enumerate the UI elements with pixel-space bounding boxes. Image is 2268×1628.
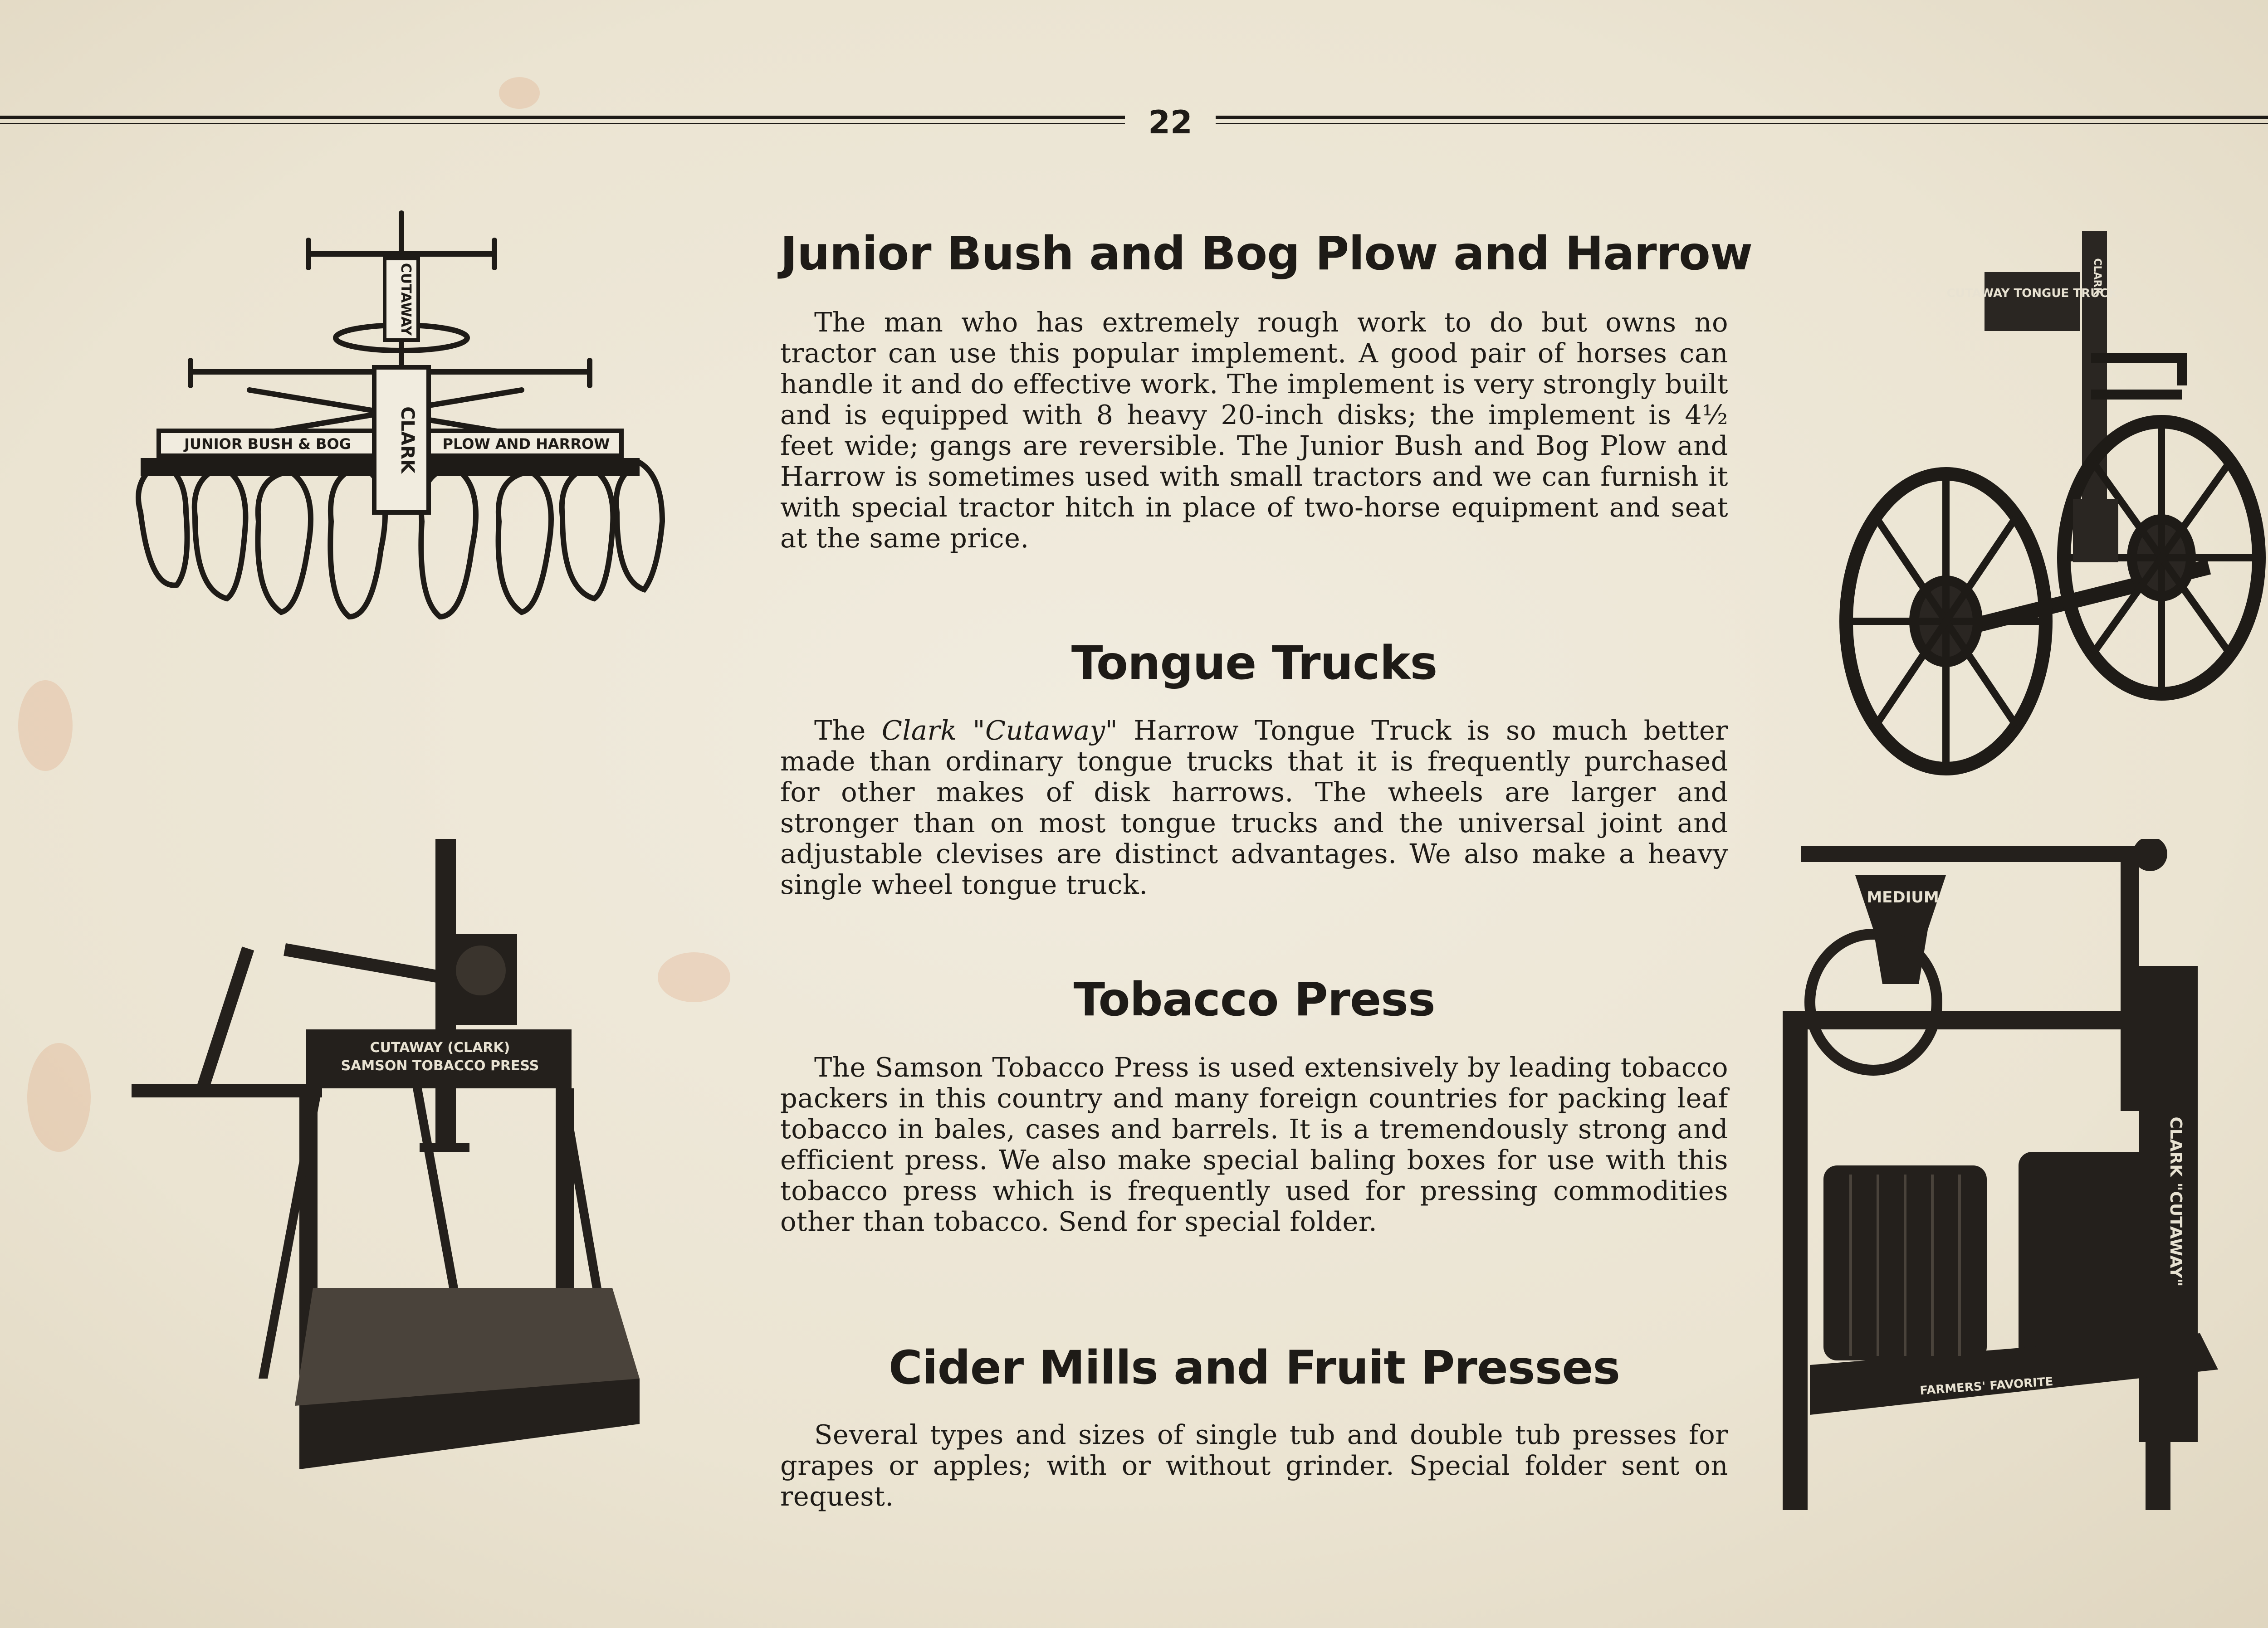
paper-stain bbox=[27, 1043, 91, 1152]
harrow-post-label: CLARK bbox=[397, 406, 418, 473]
tobacco-press-label-line2: SAMSON TOBACCO PRESS bbox=[341, 1058, 539, 1074]
harrow-frame-label-left: JUNIOR BUSH & BOG bbox=[184, 435, 351, 453]
paper-stain bbox=[18, 680, 73, 771]
section-title-tobacco-press: Tobacco Press bbox=[1073, 973, 1435, 1027]
cider-press-hopper-label: MEDIUM bbox=[1867, 888, 1939, 907]
tongue-truck-post-label: CLARK bbox=[2092, 258, 2103, 295]
tobacco-press-label-line1: CUTAWAY (CLARK) bbox=[370, 1040, 510, 1056]
tobacco-press-illustration bbox=[122, 834, 658, 1510]
section-body-tobacco-press: The Samson Tobacco Press is used extensively by leading tobacco packers in this country and many foreign countries for packing leaf tobacco in bales, cases and barrels. It is a tremendously strong and efficient press. We also make special baling boxes for use with this tobacco press which is frequently used for pressing commodities other than tobacco. Send for special folder. bbox=[780, 1052, 1728, 1237]
cider-press-base-label: FARMERS' FAVORITE bbox=[1919, 1375, 2054, 1398]
section-body-harrow: The man who has extremely rough work to do but owns no tractor can use this popular implement. A good pair of horses can handle it and do effective work. The implement is very strongly built and is equipped with 8 heavy 20-inch disks; the implement is 4½ feet wide; gangs are reversible. The Junior Bush and Bog Plow and Harrow is sometimes used with small tractors and we can furnish it with special tractor hitch in place of two-horse equipment and seat at the same price. bbox=[780, 307, 1728, 554]
header-rule-left bbox=[0, 116, 1125, 129]
harrow-frame-label-right: PLOW AND HARROW bbox=[442, 435, 610, 453]
emphasis-clark-cutaway: Clark "Cutaway" bbox=[881, 715, 1118, 746]
tobacco-press-icon bbox=[122, 834, 658, 1510]
section-body-cider-mills: Several types and sizes of single tub and double tub presses for grapes or apples; with or without grinder. Special folder sent on request. bbox=[780, 1419, 1728, 1512]
section-body-tongue-trucks: The Clark "Cutaway" Harrow Tongue Truck is so much better made than ordinary tongue trucks that it is frequently purchased for other makes of disk harrows. The wheels are larger and stronger than on most tongue trucks and the universal joint and adjustable clevises are distinct advantages. We also make a heavy single wheel tongue truck. bbox=[780, 715, 1728, 900]
header-rule-right bbox=[1216, 116, 2268, 129]
section-title-cider-mills: Cider Mills and Fruit Presses bbox=[888, 1341, 1620, 1395]
paper-stain bbox=[658, 952, 730, 1002]
cider-press-post-label: CLARK "CUTAWAY" bbox=[2166, 1116, 2185, 1287]
paper-stain bbox=[499, 77, 540, 109]
section-title-harrow: Junior Bush and Bog Plow and Harrow bbox=[780, 227, 1753, 281]
harrow-seat-label: CUTAWAY bbox=[398, 263, 414, 336]
tongue-truck-icon bbox=[1837, 222, 2268, 785]
disk-harrow-icon bbox=[113, 204, 671, 712]
tongue-truck-plate-label: CUTAWAY TONGUE TRUCK bbox=[1946, 287, 2118, 300]
section-title-tongue-trucks: Tongue Trucks bbox=[1071, 636, 1437, 690]
page-number: 22 bbox=[1148, 104, 1193, 141]
cider-press-icon bbox=[1783, 839, 2268, 1519]
tongue-truck-illustration bbox=[1837, 222, 2268, 785]
disk-harrow-illustration bbox=[113, 204, 671, 712]
cider-press-illustration bbox=[1783, 839, 2268, 1519]
